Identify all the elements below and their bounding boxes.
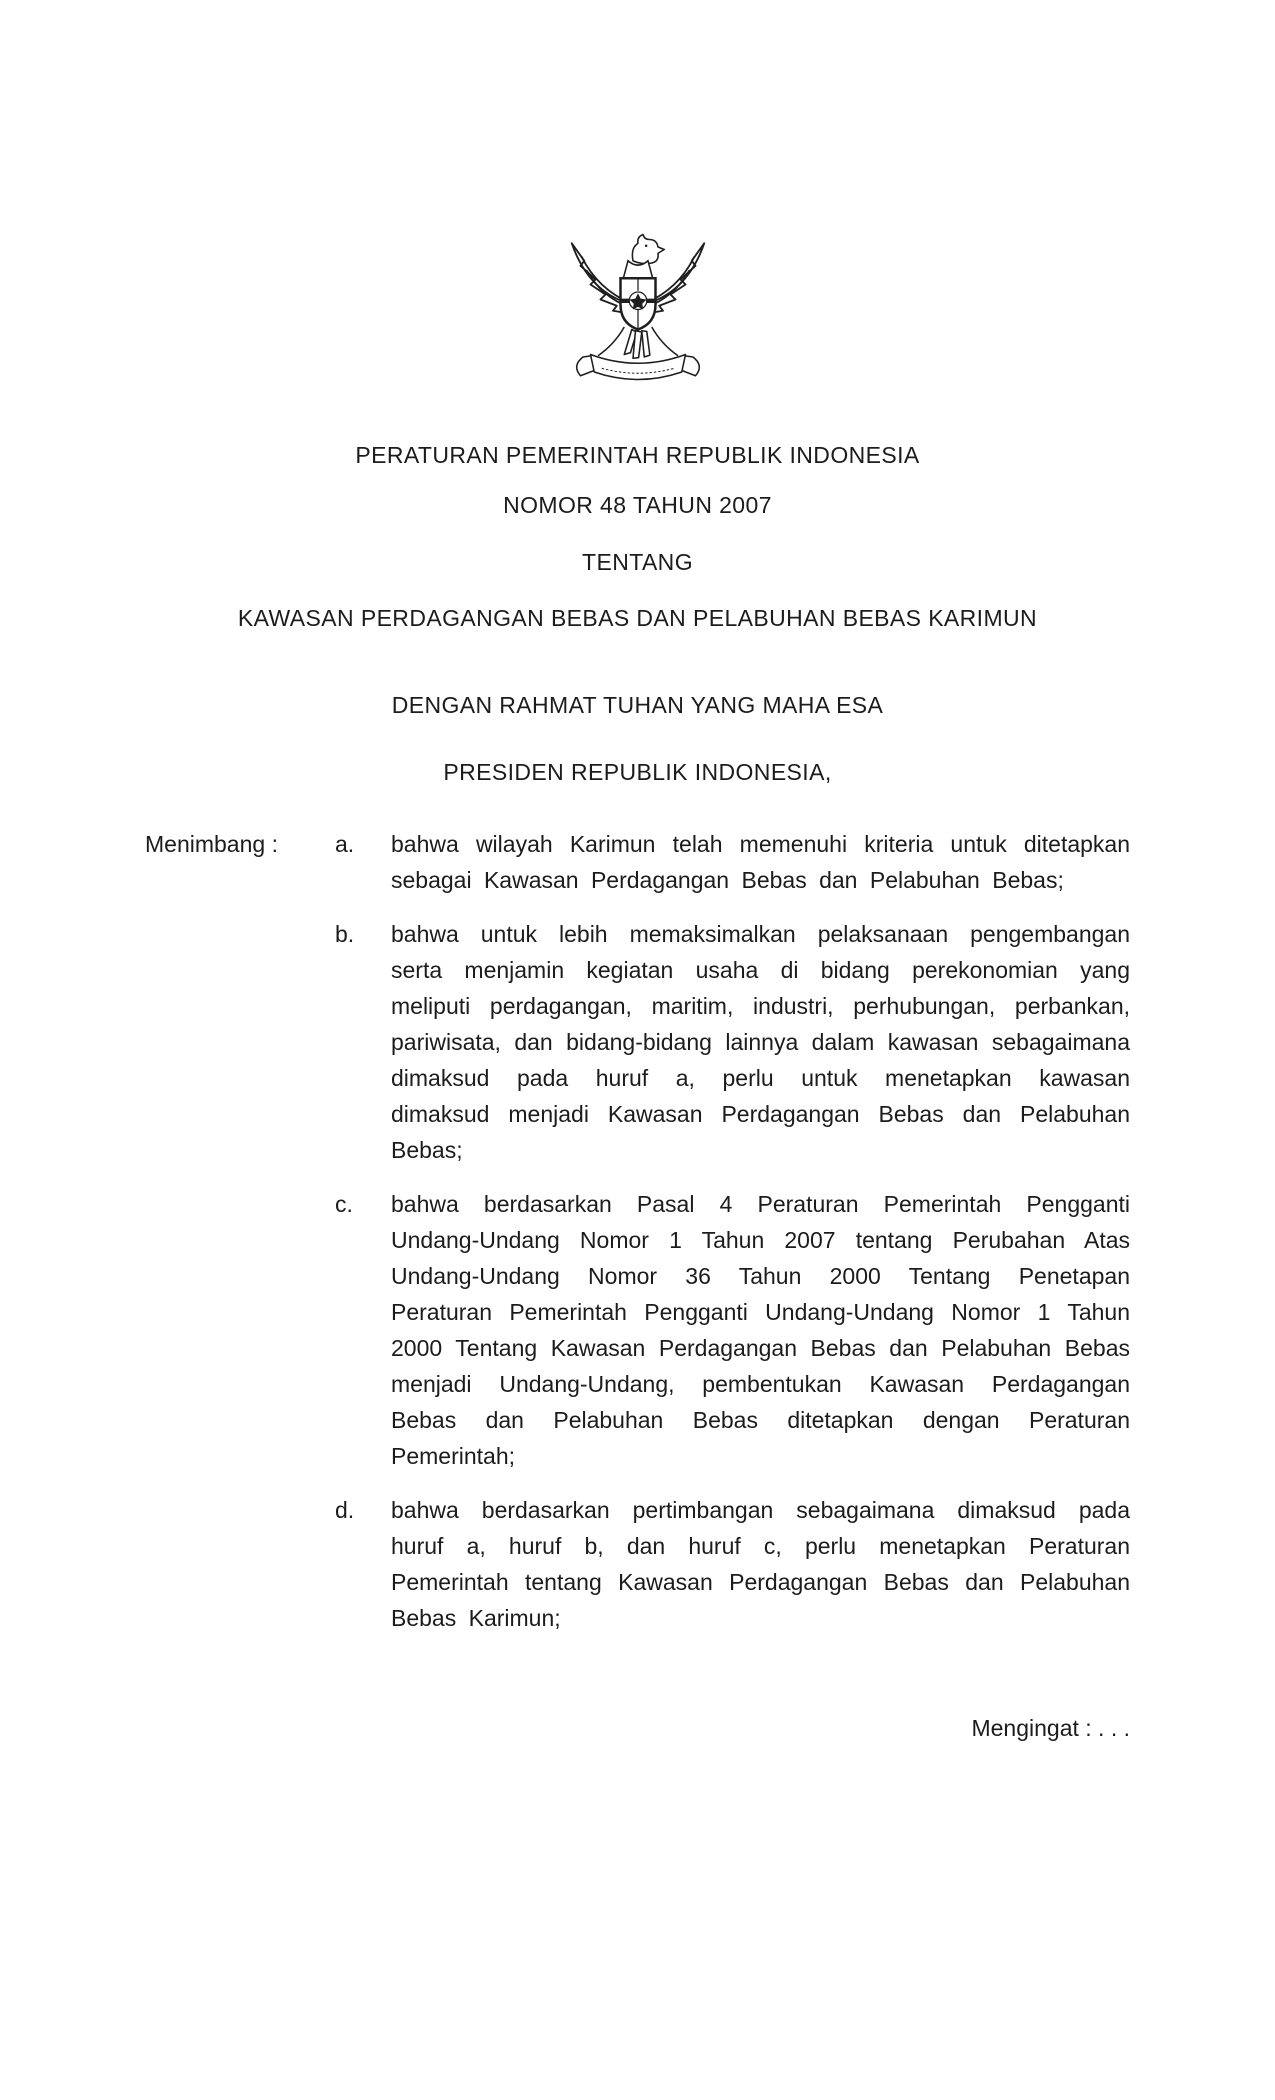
menimbang-item-c bbox=[335, 1186, 1130, 1474]
item-letter: d. bbox=[335, 1497, 355, 1523]
catchword-mengingat: Mengingat : . . . bbox=[971, 1715, 1130, 1741]
item-text: bahwa berdasarkan pertimbangan sebagaimana dimaksud pada huruf a, huruf b, dan huruf c, perlu menetapkan Peraturan Pemerintah tentang Kawasan Perdagangan Bebas dan Pelabuhan Bebas Karimun; bbox=[391, 1497, 1130, 1631]
menimbang-items bbox=[335, 826, 1130, 1654]
garuda-pancasila-icon bbox=[145, 222, 1130, 407]
item-text: bahwa berdasarkan Pasal 4 Peraturan Pemerintah Pengganti Undang-Undang Nomor 1 Tahun 2007 tentang Perubahan Atas Undang-Undang Nomor 36 Tahun 2000 Tentang Penetapan Peraturan Pemerintah Pengganti Undang-Undang Nomor 1 Tahun 2000 Tentang Kawasan Perdagangan Bebas dan Pelabuhan Bebas menjadi Undang-Undang, pembentukan Kawasan Perdagangan Bebas dan Pelabuhan Bebas ditetapkan dengan Peraturan Pemerintah; bbox=[391, 1191, 1130, 1469]
menimbang-section bbox=[145, 826, 1130, 1654]
document-heading bbox=[145, 437, 1130, 790]
menimbang-label: Menimbang : bbox=[145, 831, 278, 857]
menimbang-item-a bbox=[335, 826, 1130, 898]
menimbang-item-d bbox=[335, 1492, 1130, 1636]
item-letter: b. bbox=[335, 921, 355, 947]
item-text: bahwa untuk lebih memaksimalkan pelaksanaan pengembangan serta menjamin kegiatan usaha di bidang perekonomian yang meliputi perdagangan, maritim, industri, perhubungan, perbankan, pariwisata, dan bidang-bidang lainnya dalam kawasan sebagaimana dimaksud pada huruf a, perlu untuk menetapkan kawasan dimaksud menjadi Kawasan Perdagangan Bebas dan Pelabuhan Bebas; bbox=[391, 921, 1130, 1163]
doc-title-line-6: PRESIDEN REPUBLIK INDONESIA, bbox=[443, 759, 832, 785]
item-letter: c. bbox=[335, 1191, 353, 1217]
item-letter: a. bbox=[335, 831, 355, 857]
menimbang-item-b bbox=[335, 916, 1130, 1168]
doc-title-line-5: DENGAN RAHMAT TUHAN YANG MAHA ESA bbox=[391, 692, 884, 718]
doc-title-line-3: TENTANG bbox=[582, 549, 693, 575]
doc-title-line-4: KAWASAN PERDAGANGAN BEBAS DAN PELABUHAN BEBAS KARIMUN bbox=[237, 605, 1038, 631]
item-text: bahwa wilayah Karimun telah memenuhi kriteria untuk ditetapkan sebagai Kawasan Perdagangan Bebas dan Pelabuhan Bebas; bbox=[391, 831, 1130, 893]
doc-title-line-2: NOMOR 48 TAHUN 2007 bbox=[503, 492, 772, 518]
doc-title-line-1: PERATURAN PEMERINTAH REPUBLIK INDONESIA bbox=[355, 442, 920, 468]
page-content bbox=[145, 0, 1130, 1746]
